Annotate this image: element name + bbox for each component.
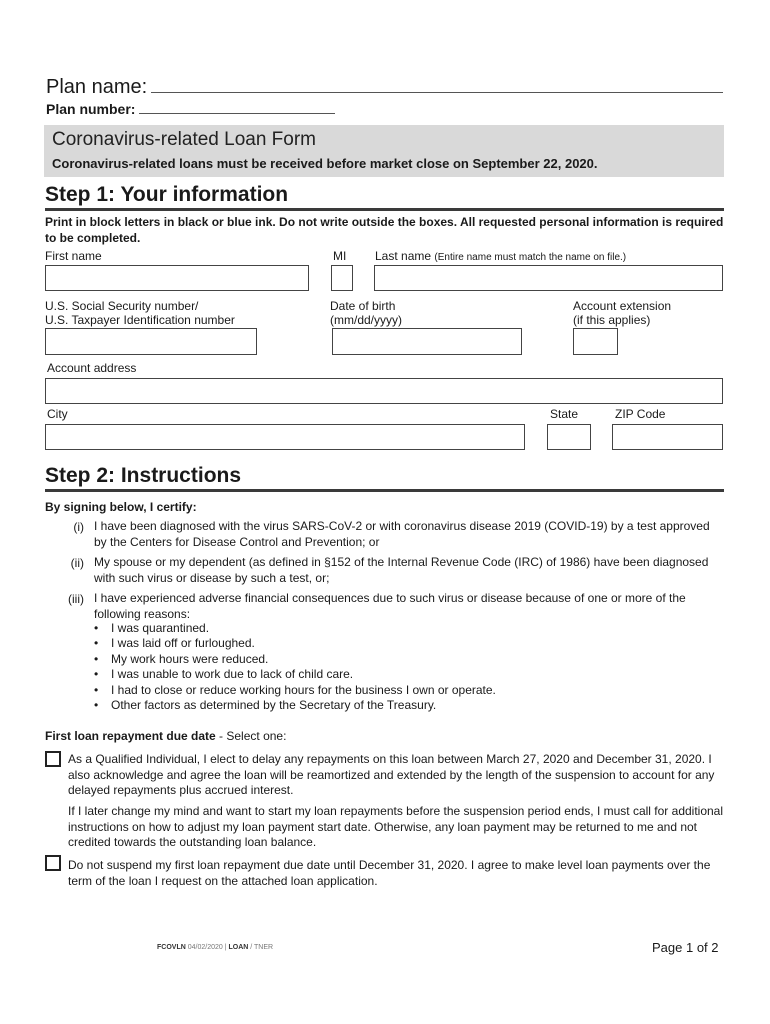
last-name-label-row: [375, 249, 626, 265]
form-code-date: 04/02/2020 |: [185, 944, 229, 951]
plan-name-row: [46, 76, 723, 99]
dob-field[interactable]: [332, 328, 522, 355]
step1-title: Step 1: Your information: [45, 183, 289, 206]
last-name-hint: (Entire name must match the name on file.): [434, 252, 627, 263]
mi-label: MI: [333, 249, 347, 263]
plan-name-line[interactable]: [151, 92, 723, 93]
form-deadline-note: Coronavirus-related loans must be received before market close on September 22, 2020.: [52, 156, 598, 171]
account-extension-label: [573, 299, 671, 327]
form-code-suffix: / TNER: [248, 944, 274, 951]
step1-divider: [45, 208, 724, 211]
city-field[interactable]: [45, 424, 525, 450]
page-number: Page 1 of 2: [652, 940, 719, 955]
zip-field[interactable]: [612, 424, 723, 450]
dob-label-line2: (mm/dd/yyyy): [330, 313, 402, 327]
change-mind-text: If I later change my mind and want to start my loan repayments before the suspension period ends, I must call for additional instructions on how to adjust my loan payment start date. Otherwise, any loan payment may be returned to me and not credited towards the outstanding loan balance.: [68, 804, 724, 849]
account-address-field[interactable]: [45, 378, 723, 404]
reason-item: • I was laid off or furloughed.: [94, 636, 496, 651]
reason-item: • I had to close or reduce working hours for the business I own or operate.: [94, 683, 496, 698]
last-name-label: Last name: [375, 249, 432, 263]
certification-item-iii: I have experienced adverse financial consequences due to such virus or disease because of one or more of the following reasons:: [94, 591, 686, 621]
item-number-i: (i): [73, 520, 84, 534]
dob-label-line1: Date of birth: [330, 299, 396, 313]
account-extension-label-line1: Account extension: [573, 299, 672, 313]
last-name-field[interactable]: [374, 265, 723, 291]
plan-number-line[interactable]: [139, 113, 335, 114]
form-code-loan: LOAN: [228, 944, 249, 951]
reasons-list: [94, 621, 496, 713]
item-number-ii: (ii): [70, 556, 84, 570]
reason-item: • I was unable to work due to lack of child care.: [94, 667, 496, 682]
delay-repayments-checkbox[interactable]: [45, 751, 61, 767]
reason-item: • I was quarantined.: [94, 621, 496, 636]
plan-number-row: [46, 101, 335, 117]
account-extension-field[interactable]: [573, 328, 618, 355]
certify-heading: By signing below, I certify:: [45, 500, 197, 514]
certification-item-ii: My spouse or my dependent (as defined in §152 of the Internal Revenue Code (IRC) of 1986) have been diagnosed with such virus or disease by such a test, or;: [94, 555, 709, 585]
state-field[interactable]: [547, 424, 591, 450]
step2-title: Step 2: Instructions: [45, 464, 242, 487]
form-code: [157, 944, 273, 951]
no-suspend-checkbox[interactable]: [45, 855, 61, 871]
ssn-field[interactable]: [45, 328, 257, 355]
first-name-field[interactable]: [45, 265, 309, 291]
repayment-due-date-heading: First loan repayment due date: [45, 729, 216, 743]
repayment-due-date-label: [45, 729, 286, 743]
form-code-prefix: FCOVLN: [157, 944, 186, 951]
ssn-label-line2: U.S. Taxpayer Identification number: [45, 313, 235, 327]
repayment-due-date-instruction: - Select one:: [215, 729, 287, 743]
dob-label: [330, 299, 402, 327]
certification-item-i: I have been diagnosed with the virus SARS-CoV-2 or with coronavirus disease 2019 (COVID-19) by a test approved by the Centers for Disease Control and Prevention; or: [94, 519, 710, 549]
plan-name-label: Plan name:: [46, 76, 148, 98]
delay-repayments-text: As a Qualified Individual, I elect to delay any repayments on this loan between March 27, 2020 and December 31, 2020. I also acknowledge and agree the loan will be reamortized and extended by the length of the suspension to account for any delayed repayments plus accrued interest.: [68, 752, 715, 797]
item-number-iii: (iii): [68, 592, 84, 606]
reason-item: • My work hours were reduced.: [94, 652, 496, 667]
ssn-label-line1: U.S. Social Security number/: [45, 299, 199, 313]
account-address-label: Account address: [47, 361, 137, 375]
mi-field[interactable]: [331, 265, 353, 291]
plan-number-label: Plan number:: [46, 101, 136, 117]
form-title: Coronavirus-related Loan Form: [52, 129, 317, 150]
no-suspend-text: Do not suspend my first loan repayment due date until December 31, 2020. I agree to make level loan payments over the term of the loan I request on the attached loan application.: [68, 858, 711, 888]
city-label: City: [47, 407, 68, 421]
account-extension-label-line2: (if this applies): [573, 313, 651, 327]
reason-item: • Other factors as determined by the Secretary of the Treasury.: [94, 698, 496, 713]
step2-divider: [45, 489, 724, 492]
ssn-label: [45, 299, 235, 327]
zip-label: ZIP Code: [615, 407, 666, 421]
step1-instructions: Print in block letters in black or blue ink. Do not write outside the boxes. All requested personal information is required to be completed.: [45, 215, 724, 245]
state-label: State: [550, 407, 579, 421]
first-name-label: First name: [45, 249, 102, 263]
